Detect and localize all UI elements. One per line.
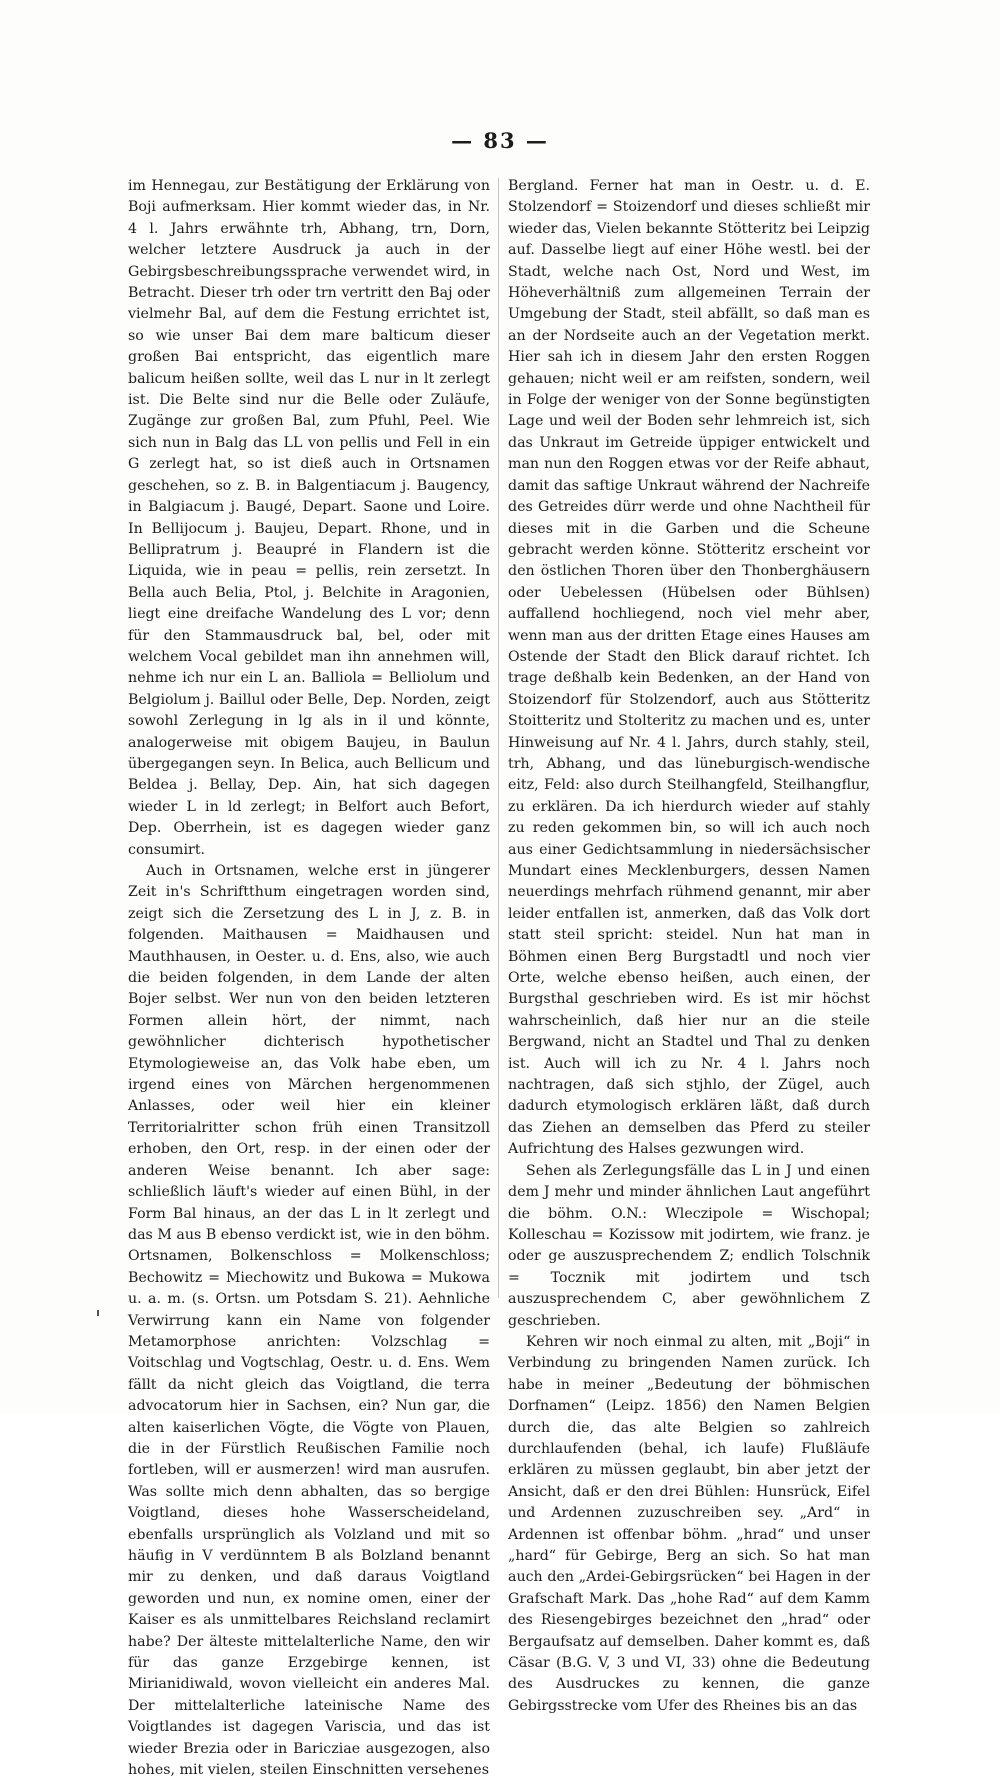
right-text-column [508,176,870,1714]
ink-mark [97,1310,99,1316]
paragraph: Sehen als Zerlegungsfälle das L in J und einen dem J mehr und minder ähnlichen Laut angeführt die böhm. O.N.: Wleczipole = Wischopal; Kolleschau = Kozissow mit jodirtem, wie franz. je oder ge auszusprechendem Z; endlich Tolschnik = Tocznik mit jodirtem und tsch auszusprechendem C, aber gewöhnlichem Z geschrieben. [508,1162,870,1329]
paragraph: im Hennegau, zur Bestätigung der Erklärung von Boji aufmerksam. Hier kommt wieder das, in Nr. 4 l. Jahrs erwähnte trh, Abhang, trn, Dorn, welcher letztere Ausdruck ja auch in der Gebirgsbeschreibungssprache verwendet wird, in Betracht. Dieser trh oder trn vertritt den Baj oder vielmehr Bal, auf dem die Festung errichtet ist, so wie unser Bai dem mare balticum dieser großen Bai entspricht, das eigentlich mare balicum heißen sollte, weil das L nur in lt zerlegt ist. Die Belte sind nur die Belle oder Zuläufe, Zugänge zur großen Bal, zum Pfuhl, Peel. Wie sich nun in Balg das LL von pellis und Fell in ein G zerlegt hat, so ist dieß auch in Ortsnamen geschehen, so z. B. in Balgentiacum j. Baugency, in Balgiacum j. Baugé, Depart. Saone und Loire. In Bellijocum j. Baujeu, Depart. Rhone, und in Bellipratrum j. Beaupré in Flandern ist die Liquida, wie in peau = pellis, rein zersetzt. In Bella auch Belia, Ptol, j. Belchite in Aragonien, liegt eine dreifache Wandelung des L vor; denn für den Stammausdruck bal, bel, oder mit welchem Vocal gebildet man ihn annehmen will, nehme ich nur ein L an. Balliola = Belliolum und Belgiolum j. Baillul oder Belle, Dep. Norden, zeigt sowohl Zerlegung in lg als in il und könnte, analogerweise mit obigem Baujeu, in Baulun übergegangen seyn. In Belica, auch Bellicum und Beldea j. Bellay, Dep. Ain, hat sich dagegen wieder L in ld zerlegt; in Belfort auch Befort, Dep. Oberrhein, ist es dagegen wieder ganz consumirt. [128,178,490,858]
page-number: — 83 — [451,128,549,153]
paragraph: Kehren wir noch einmal zu alten, mit „Boji“ in Verbindung zu bringenden Namen zurück. Ich habe in meiner „Bedeutung der böhmischen Dorfnamen“ (Leipz. 1856) den Namen Belgien durch die, das alte Belgien so zahlreich durchlaufenden (behal, ich laufe) Flußläufe erklären zu müssen geglaubt, bin aber jetzt der Ansicht, daß er den drei Bühlen: Hunsrück, Eifel und Ardennen zuzuschreiben sey. „Ard“ in Ardennen ist offenbar böhm. „hrad“ und unser „hard“ für Gebirge, Berg an sich. So hat man auch den „Ardei-Gebirgsrücken“ bei Hagen in der Grafschaft Mark. Das „hohe Rad“ auf dem Kamm des Riesengebirges bezeichnet den „hrad“ oder Bergaufsatz auf demselben. Daher kommt es, daß Cäsar (B.G. V, 3 und VI, 33) ohne die Bedeutung des Ausdruckes zu kennen, die ganze Gebirgsstrecke vom Ufer des Rheines bis an das [508,1333,870,1714]
paragraph: Auch in Ortsnamen, welche erst in jüngerer Zeit in's Schriftthum eingetragen worden sind, zeigt sich die Zersetzung des L in J, z. B. in folgenden. Maithausen = Maidhausen und Mauthhausen, in Oester. u. d. Ens, also, wie auch die beiden folgenden, in dem Lande der alten Bojer selbst. Wer nun von den beiden letzteren Formen allein hört, der nimmt, nach gewöhnlicher dichterisch hypothetischer Etymologieweise an, das Volk habe eben, um irgend eines von Märchen hergenommenen Anlasses, oder weil hier ein kleiner Territorialritter schon früh einen Transitzoll erhoben, den Ort, resp. in der einen oder der anderen Weise benannt. Ich aber sage: schließlich läuft's wieder auf einen Bühl, in der Form Bal hinaus, an der das L in lt zerlegt und das M aus B ebenso verdickt ist, wie in den böhm. Ortsnamen, Bolkenschloss = Molkenschloss; Bechowitz = Miechowitz und Bukowa = Mukowa u. a. m. (s. Ortsn. um Potsdam S. 21). Aehnliche Verwirrung kann ein Name von folgender Metamorphose anrichten: Volzschlag = Voitschlag und Vogtschlag, Oestr. u. d. Ens. Wem fällt da nicht gleich das Voigtland, die terra advocatorum hier in Sachsen, ein? Nun gar, die alten kaiserlichen Vögte, die Vögte von Plauen, die in der Fürstlich Reußischen Familie noch fortleben, will er ausmerzen! wird man ausrufen. Was sollte mich denn abhalten, das so bergige Voigtland, dieses hohe Wasserscheideland, ebenfalls ursprünglich als Volzland und mit so häufig in V verdünntem B als Bolzland benannt mir zu denken, und daß daraus Voigtland geworden und nun, ex nomine omen, einer der Kaiser es als unmittelbares Reichsland reclamirt habe? Der älteste mittelalterliche Name, den wir für das ganze Erzgebirge kennen, ist Mirianidiwald, wovon vielleicht ein anderes Mal. Der mittelalterliche lateinische Name des Voigtlandes ist dagegen Variscia, und das ist wieder Brezia oder in Baricziae ausgezogen, also hohes, mit vielen, steilen Einschnitten versehenes [128,863,490,1779]
paragraph: Bergland. Ferner hat man in Oestr. u. d. E. Stolzendorf = Stoizendorf und dieses schließt mir wieder das, Vielen bekannte Stötteritz bei Leipzig auf. Dasselbe liegt auf einer Höhe westl. bei der Stadt, welche nach Ost, Nord und West, im Höheverhältniß zum allgemeinen Terrain der Umgebung der Stadt, steil abfällt, so daß man es an der Nordseite auch an der Vegetation merkt. Hier sah ich in diesem Jahr den ersten Roggen gehauen; nicht weil er am reifsten, sondern, weil in Folge der weniger von der Sonne begünstigten Lage und weil der Boden sehr lehmreich ist, sich das Unkraut im Getreide üppiger entwickelt und man nun den Roggen etwas vor der Reife abhaut, damit das saftige Unkraut während der Nachreife des Getreides dürr werde und ohne Nachtheil für dieses mit in die Garben und die Scheune gebracht werden könne. Stötteritz erscheint vor den östlichen Thoren über den Thonberghäusern oder Uebelessen (Hübelsen oder Bühlsen) auffallend hochliegend, noch viel mehr aber, wenn man aus der dritten Etage eines Hauses am Ostende der Stadt den Blick darauf richtet. Ich trage deßhalb kein Bedenken, an der Hand von Stoizendorf für Stolzendorf, auch aus Stötteritz Stoitteritz und Stolteritz zu machen und es, unter Hinweisung auf Nr. 4 l. Jahrs, durch stahly, steil, trh, Abhang, und das lüneburgisch-wendische eitz, Feld: also durch Steilhangfeld, Steilhangflur, zu erklären. Da ich hierdurch wieder auf stahly zu reden gekommen bin, so will ich auch noch aus einer Gedichtsammlung in niedersächsischer Mundart eines Mecklenburgers, dessen Namen neuerdings mehrfach rühmend genannt, mir aber leider entfallen ist, anmerken, daß das Volk dort statt steil spricht: steidel. Nun hat man in Böhmen einen Berg Burgstadtl und noch vier Orte, welche ebenso heißen, auch einen, der Burgsthal geschrieben wird. Es ist mir höchst wahrscheinlich, daß hier nur an die steile Bergwand, nicht an Stadtel und Thal zu denken ist. Auch will ich zu Nr. 4 l. Jahrs noch nachtragen, daß sich stjhlo, der Zügel, auch dadurch etymologisch erklären läßt, daß durch das Ziehen an demselben das Pferd zu steiler Aufrichtung des Halses gezwungen wird. [508,178,870,1158]
left-text-column [128,176,490,1779]
column-divider [498,178,499,1298]
